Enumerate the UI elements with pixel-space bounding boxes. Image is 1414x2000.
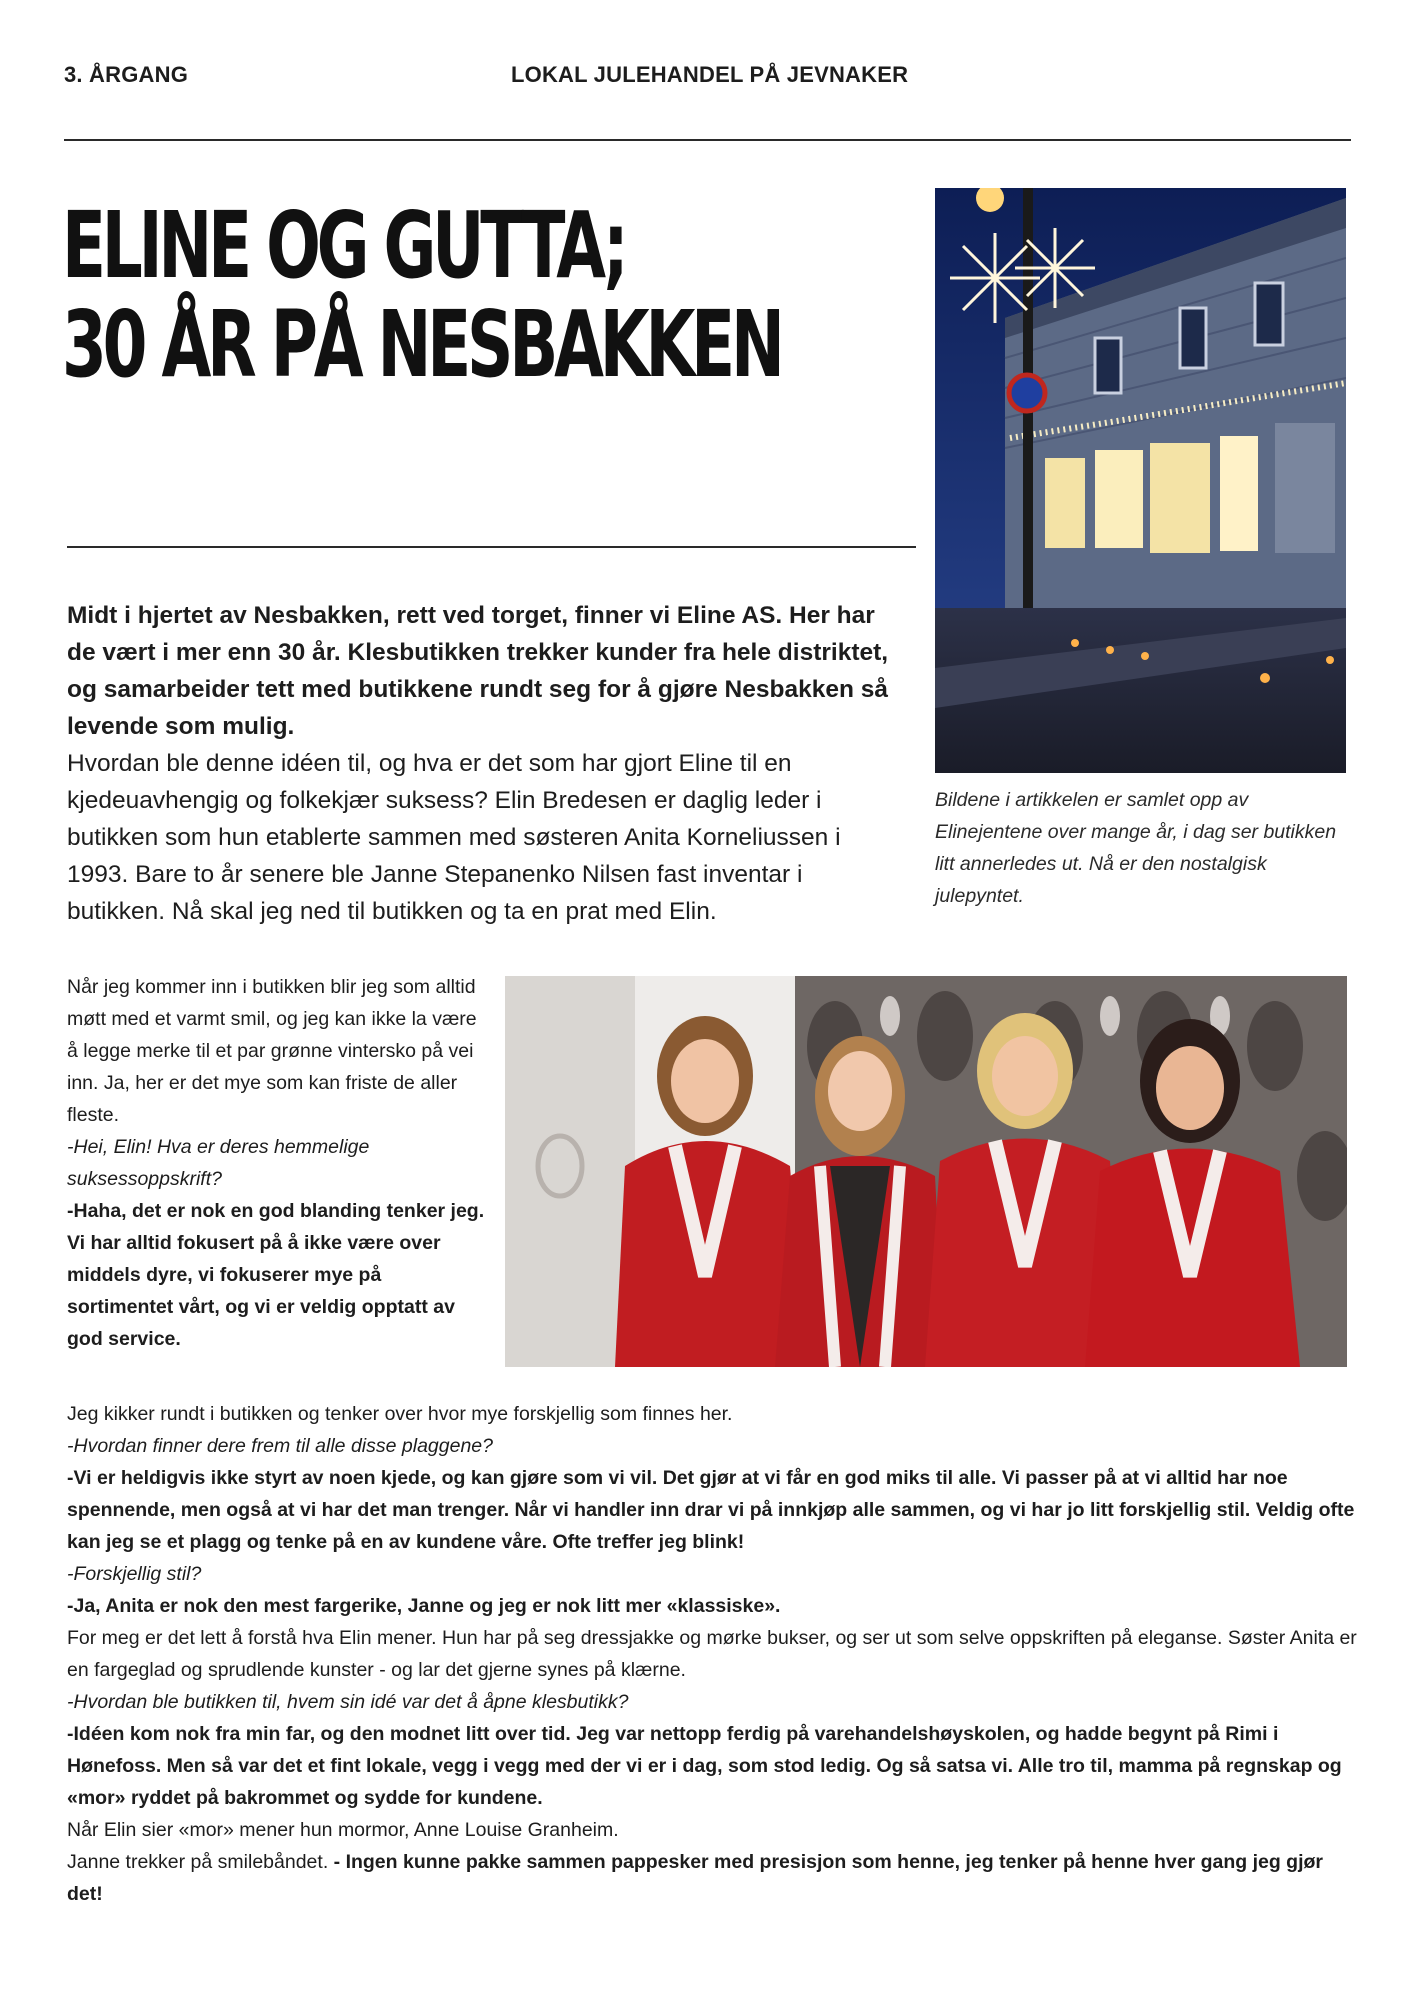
body-paragraph-2: For meg er det lett å forstå hva Elin mener. Hun har på seg dressjakke og mørke bukser, og ser ut som selve oppskriften på eleganse. Søster Anita er en fargeglad og sprudlende kunster - og lar det gjerne synes på klærne. — [67, 1627, 1357, 1681]
street-photo — [935, 188, 1346, 773]
headline-divider — [67, 546, 916, 548]
group-photo — [505, 976, 1347, 1367]
body-paragraph-4 — [67, 1846, 1357, 1910]
answer-4: -Idéen kom nok fra min far, og den modnet litt over tid. Jeg var nettopp ferdig på varehandelshøyskolen, og hadde begynt på Rimi i Hønefoss. Men så var det et fint lokale, vegg i vegg med der vi er i dag, som stod ledig. Og så satsa vi. Alle tro til, mamma på regnskap og «mor» ryddet på bakrommet og sydde for kundene. — [67, 1723, 1342, 1809]
lead-intro: Midt i hjertet av Nesbakken, rett ved torget, finner vi Eline AS. Her har de vært i mer enn 30 år. Klesbutikken trekker kunder fra hele distriktet, og samarbeider tett med butikkene rundt seg for å gjøre Nesbakken så levende som mulig. — [67, 602, 889, 740]
group-photo-illustration — [505, 976, 1347, 1367]
body-paragraph-4-plain: Janne trekker på smilebåndet. — [67, 1851, 329, 1873]
body-paragraph-3: Når Elin sier «mor» mener hun mormor, Anne Louise Granheim. — [67, 1819, 619, 1841]
column-paragraph: Når jeg kommer inn i butikken blir jeg som alltid møtt med et varmt smil, og jeg kan ikke la være å legge merke til et par grønne vintersko på vei inn. Ja, her er det mye som kan friste de aller fleste. — [67, 976, 477, 1126]
section-title: LOKAL JULEHANDEL PÅ JEVNAKER — [511, 62, 909, 87]
headline-line-2: 30 ÅR PÅ NESBAKKEN — [62, 291, 781, 399]
question-4: -Hvordan ble butikken til, hvem sin idé var det å åpne klesbutikk? — [67, 1691, 629, 1713]
question-3: -Forskjellig stil? — [67, 1563, 202, 1585]
lead-section — [67, 597, 907, 930]
headline-line-1: ELINE OG GUTTA; — [62, 192, 625, 299]
interview-column — [67, 971, 487, 1355]
article-headline — [62, 192, 781, 399]
street-photo-illustration — [935, 188, 1346, 773]
question-1: -Hei, Elin! Hva er deres hemmelige suksessoppskrift? — [67, 1136, 370, 1190]
lead-text: Hvordan ble denne idéen til, og hva er det som har gjort Eline til en kjedeuavhengig og folkekjær suksess? Elin Bredesen er daglig leder i butikken som hun etablerte sammen med søsteren Anita Korneliussen i 1993. Bare to år senere ble Janne Stepanenko Nilsen fast inventar i butikken. Nå skal jeg ned til butikken og ta en prat med Elin. — [67, 750, 841, 925]
answer-2: -Vi er heldigvis ikke styrt av noen kjede, og kan gjøre som vi vil. Det gjør at vi får en god miks til alle. Vi passer på at vi alltid har noe spennende, men også at vi har det man trenger. Når vi handler inn drar vi på innkjøp alle sammen, og vi har jo litt forskjellig stil. Veldig ofte kan jeg se et plagg og tenke på en av kundene våre. Ofte treffer jeg blink! — [67, 1467, 1355, 1553]
article-body — [67, 1398, 1357, 1910]
photo-caption: Bildene i artikkelen er samlet opp av Elinejentene over mange år, i dag ser butikken litt annerledes ut. Nå er den nostalgisk julepyntet. — [935, 789, 1337, 907]
question-2: -Hvordan finner dere frem til alle disse plaggene? — [67, 1435, 493, 1457]
body-paragraph-1: Jeg kikker rundt i butikken og tenker over hvor mye forskjellig som finnes her. — [67, 1403, 733, 1425]
issue-label: 3. ÅRGANG — [64, 62, 189, 87]
answer-1: -Haha, det er nok en god blanding tenker jeg. Vi har alltid fokusert på å ikke være over middels dyre, vi fokuserer mye på sortimentet vårt, og vi er veldig opptatt av god service. — [67, 1200, 485, 1350]
header-divider — [64, 139, 1351, 141]
answer-3: -Ja, Anita er nok den mest fargerike, Janne og jeg er nok litt mer «klassiske». — [67, 1595, 781, 1617]
body-paragraph-4-quote: - Ingen kunne pakke sammen pappesker med presisjon som henne, jeg tenker på henne hver gang jeg gjør det! — [67, 1851, 1324, 1905]
